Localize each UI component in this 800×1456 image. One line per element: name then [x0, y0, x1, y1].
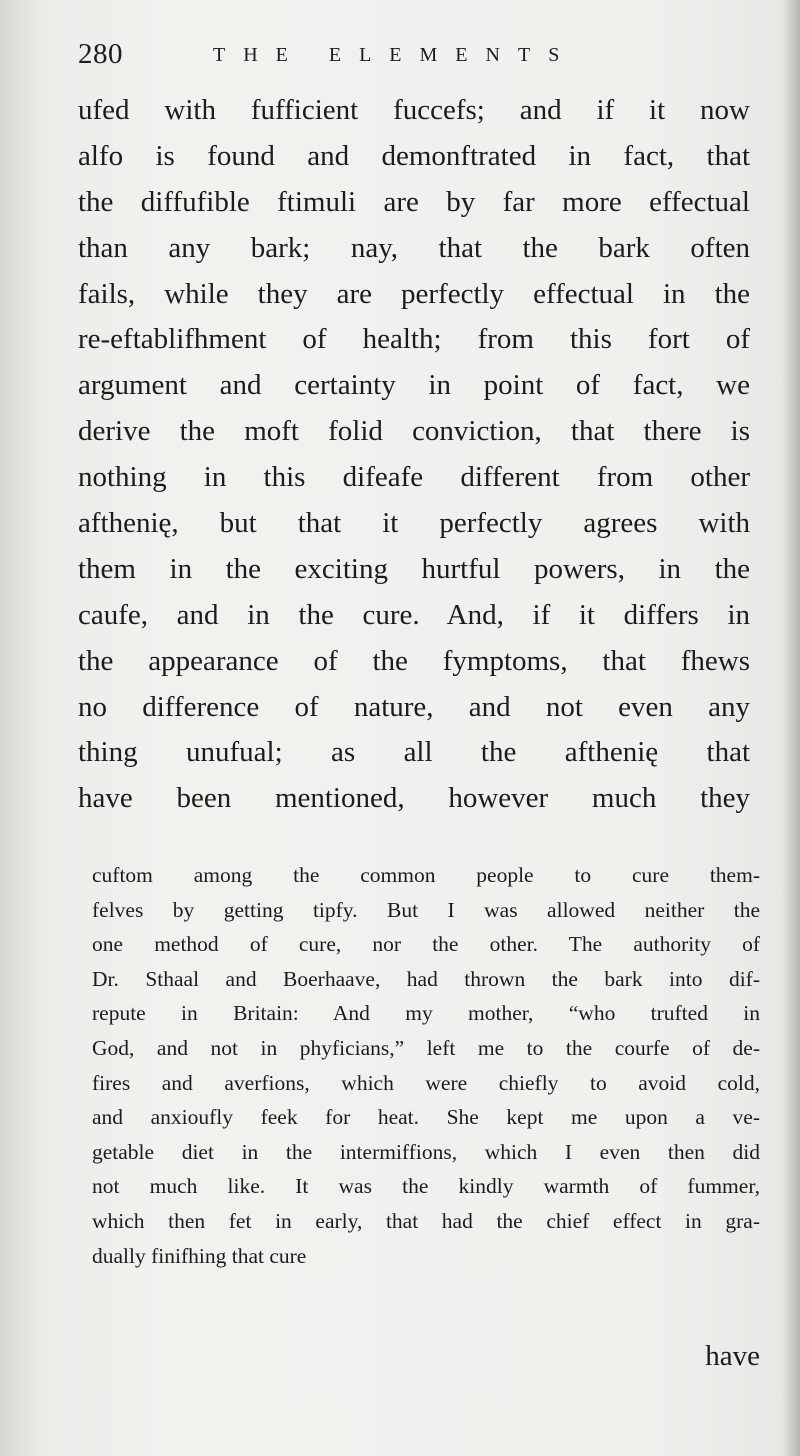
footnote-line: felves by getting tipfy. But I was allowed neither the: [92, 897, 760, 922]
body-line: afthenię, but that it perfectly agrees with: [78, 507, 750, 540]
body-line: fails, while they are perfectly effectual in the: [78, 277, 750, 310]
body-line: re-eftablifhment of health; from this fort of: [78, 323, 750, 356]
footnote-line: which then fet in early, that had the chief effect in gra-: [92, 1208, 760, 1233]
footnote-line: cuftom among the common people to cure them-: [92, 863, 760, 887]
page-number: 280: [78, 38, 123, 70]
body-line: than any bark; nay, that the bark often: [78, 231, 750, 264]
page-header: [78, 38, 768, 78]
body-text: [78, 88, 750, 822]
body-line: the appearance of the fymptoms, that fhews: [78, 644, 750, 677]
running-title: THE ELEMENTS: [213, 44, 578, 66]
body-line: nothing in this difeafe different from other: [78, 461, 750, 494]
footnote-line: Dr. Sthaal and Boerhaave, had thrown the bark into dif-: [92, 966, 760, 991]
body-line: the diffufible ftimuli are by far more effectual: [78, 185, 750, 218]
body-line: caufe, and in the cure. And, if it differs in: [78, 598, 750, 631]
body-line: them in the exciting hurtful powers, in the: [78, 552, 750, 585]
body-line: ufed with fufficient fuccefs; and if it now: [78, 94, 750, 126]
footnote-line: God, and not in phyficians,” left me to the courfe of de-: [92, 1035, 760, 1060]
footnote-line: repute in Britain: And my mother, “who trufted in: [92, 1001, 760, 1026]
body-line: derive the moft folid conviction, that there is: [78, 415, 750, 448]
body-line: alfo is found and demonftrated in fact, that: [78, 139, 750, 172]
body-line: thing unufual; as all the afthenię that: [78, 736, 750, 769]
footnote-line: getable diet in the intermiffions, which I even then did: [92, 1139, 760, 1164]
footnote-line: dually finifhing that cure: [92, 1243, 307, 1268]
body-line: no difference of nature, and not even any: [78, 690, 750, 723]
page-edge-shadow: [782, 0, 800, 1456]
catchword: have: [705, 1340, 760, 1372]
body-line: have been mentioned, however much they: [78, 782, 750, 815]
footnote: [92, 858, 760, 1273]
footnote-line: one method of cure, nor the other. The authority of: [92, 932, 760, 957]
footnote-line: not much like. It was the kindly warmth of fummer,: [92, 1174, 760, 1199]
page-gutter-shadow: [0, 0, 40, 1456]
footnote-line: and anxioufly feek for heat. She kept me upon a ve-: [92, 1105, 760, 1130]
footnote-line: fires and averfions, which were chiefly to avoid cold,: [92, 1070, 760, 1095]
body-line: argument and certainty in point of fact, we: [78, 369, 750, 402]
